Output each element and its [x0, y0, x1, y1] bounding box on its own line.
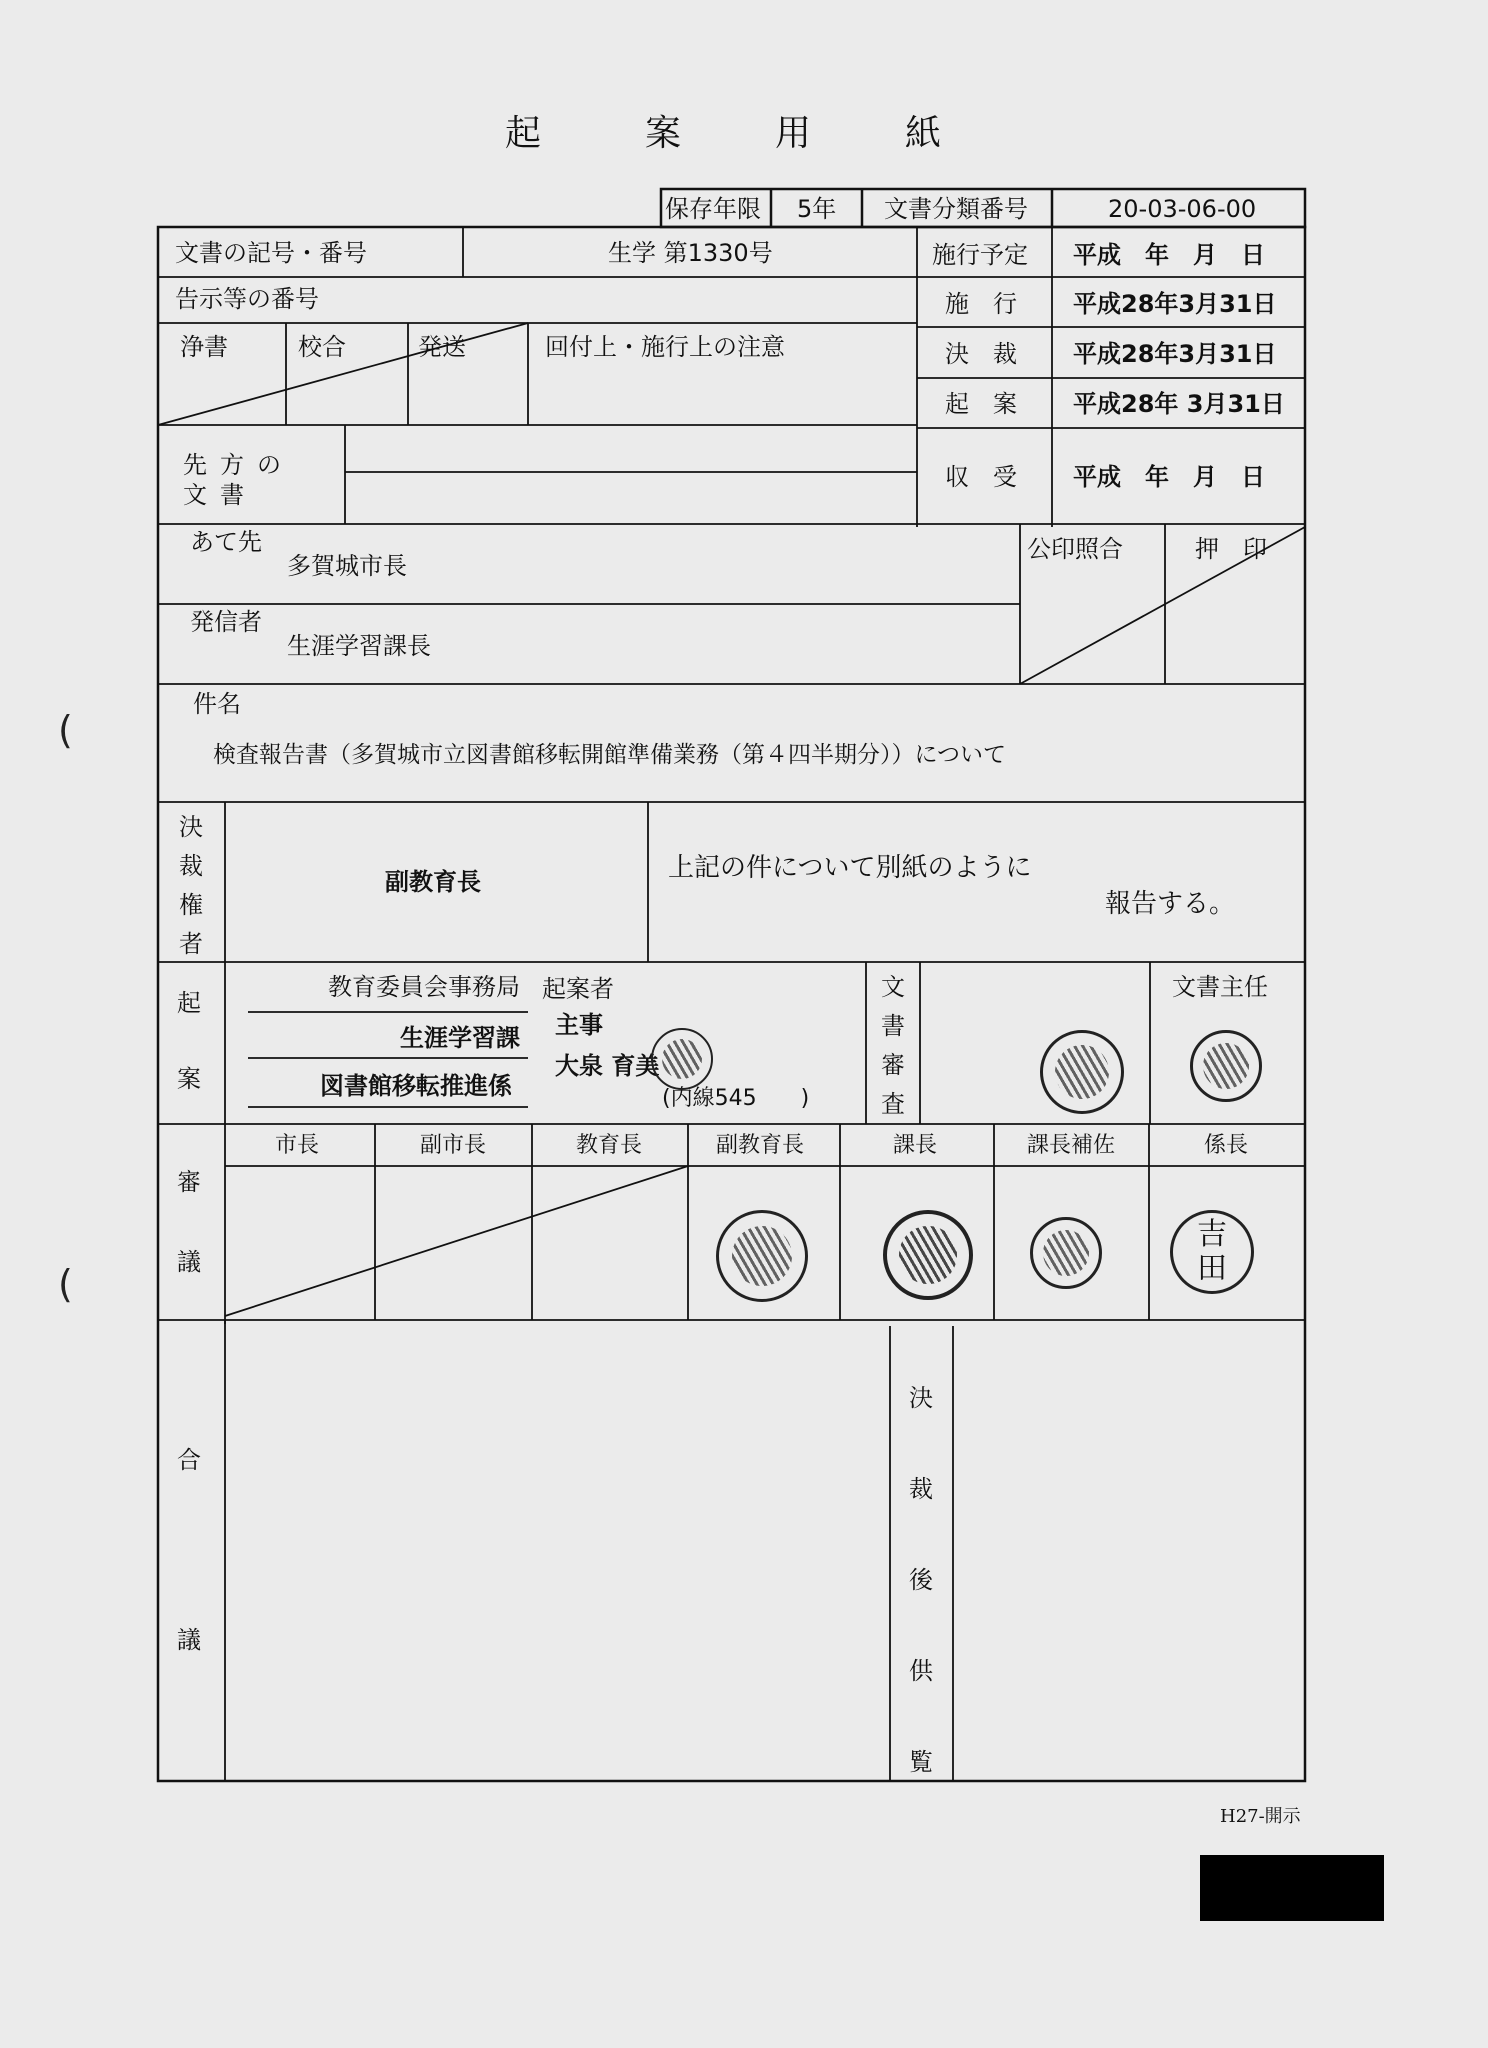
form-title-char: 案 [645, 113, 682, 154]
subject-value: 検査報告書（多賀城市立図書館移転開館準備業務（第４四半期分））について [213, 742, 1007, 768]
proof-label: 校合 [298, 333, 346, 361]
drafter-seal [651, 1028, 713, 1090]
redaction-block [1200, 1855, 1384, 1921]
classification-label: 文書分類番号 [884, 195, 1028, 223]
counterparty-doc-label: 先方の文書 [183, 451, 294, 509]
deliberation-column-header: 課長 [893, 1133, 938, 1158]
deliberation-column-header: 副市長 [420, 1133, 487, 1158]
clean-copy-label: 浄書 [180, 333, 228, 361]
sender-value: 生涯学習課長 [287, 632, 431, 660]
draft-label-bottom: 案 [177, 1065, 201, 1093]
subject-label: 件名 [193, 690, 241, 718]
doc-number-label: 文書の記号・番号 [175, 239, 367, 267]
deliberation-column-header: 課長補佐 [1027, 1133, 1116, 1158]
enforced-value: 平成28年3月31日 [1073, 290, 1277, 318]
after-approval-label: 決裁後供覧 [909, 1384, 933, 1776]
authority-value: 副教育長 [385, 868, 481, 896]
retention-label: 保存年限 [665, 195, 761, 223]
approved-label: 決 裁 [945, 340, 1017, 368]
assistant-chief-seal [1030, 1217, 1102, 1289]
margin-mark: ( [58, 708, 73, 752]
deliberation-column-header: 市長 [275, 1133, 320, 1158]
doc-review-label: 文書審査 [881, 973, 905, 1118]
enforced-label: 施 行 [945, 290, 1017, 318]
doc-chief-label: 文書主任 [1172, 973, 1268, 1001]
deputy-superintendent-seal [716, 1210, 808, 1302]
drafter-label: 起案者 [542, 975, 614, 1003]
received-label: 収 受 [945, 463, 1017, 491]
deliberation-column-header: 係長 [1204, 1133, 1249, 1158]
draft-org-line3: 図書館移転推進係 [320, 1072, 512, 1100]
authority-text-line2: 報告する。 [1105, 889, 1236, 919]
retention-value: 5年 [797, 195, 837, 223]
subsection-chief-seal-text: 吉田 [1197, 1217, 1227, 1286]
sender-label: 発信者 [190, 608, 262, 636]
deliberation-column-header: 教育長 [576, 1133, 643, 1158]
draft-label-top: 起 [177, 989, 201, 1017]
drafter-extension: (内線545 ) [662, 1086, 810, 1111]
recipient-label: あて先 [190, 528, 262, 556]
authority-text-line1: 上記の件について別紙のように [668, 853, 1032, 883]
seal-label: 押 印 [1195, 535, 1267, 563]
received-value: 平成 年 月 日 [1073, 463, 1265, 491]
deliberation-column-header: 副教育長 [716, 1133, 805, 1158]
notice-number-label: 告示等の番号 [175, 285, 319, 313]
authority-label: 決裁権者 [179, 813, 203, 958]
drafter-name: 大泉 育美 [555, 1052, 660, 1080]
consultation-label-bottom: 議 [177, 1626, 201, 1654]
recipient-value: 多賀城市長 [287, 552, 407, 580]
form-title-char: 紙 [905, 113, 942, 154]
deliberation-label-bottom: 議 [177, 1248, 201, 1276]
drafted-label: 起 案 [945, 390, 1017, 418]
draft-org-line1: 教育委員会事務局 [328, 973, 520, 1001]
official-seal-label: 公印照合 [1027, 535, 1123, 563]
deliberation-label-top: 審 [177, 1168, 201, 1196]
approved-value: 平成28年3月31日 [1073, 340, 1277, 368]
planned-label: 施行予定 [932, 241, 1028, 269]
section-chief-seal [883, 1210, 973, 1300]
subsection-chief-seal [1170, 1210, 1254, 1294]
notes-label: 回付上・施行上の注意 [545, 333, 785, 361]
send-label: 発送 [418, 333, 466, 361]
margin-mark: ( [58, 1262, 73, 1306]
draft-org-line2: 生涯学習課 [400, 1024, 520, 1052]
classification-value: 20-03-06-00 [1108, 195, 1257, 223]
footer-note: H27-開示 [1220, 1806, 1301, 1827]
doc-chief-seal [1190, 1030, 1262, 1102]
drafted-value: 平成28年 3月31日 [1073, 390, 1285, 418]
doc-review-seal [1040, 1030, 1124, 1114]
planned-value: 平成 年 月 日 [1073, 241, 1265, 269]
consultation-label-top: 合 [177, 1446, 201, 1474]
form-title-char: 用 [775, 113, 812, 154]
form-title-char: 起 [505, 113, 542, 154]
doc-number-value: 生学 第1330号 [608, 239, 773, 267]
drafter-title: 主事 [555, 1011, 603, 1039]
